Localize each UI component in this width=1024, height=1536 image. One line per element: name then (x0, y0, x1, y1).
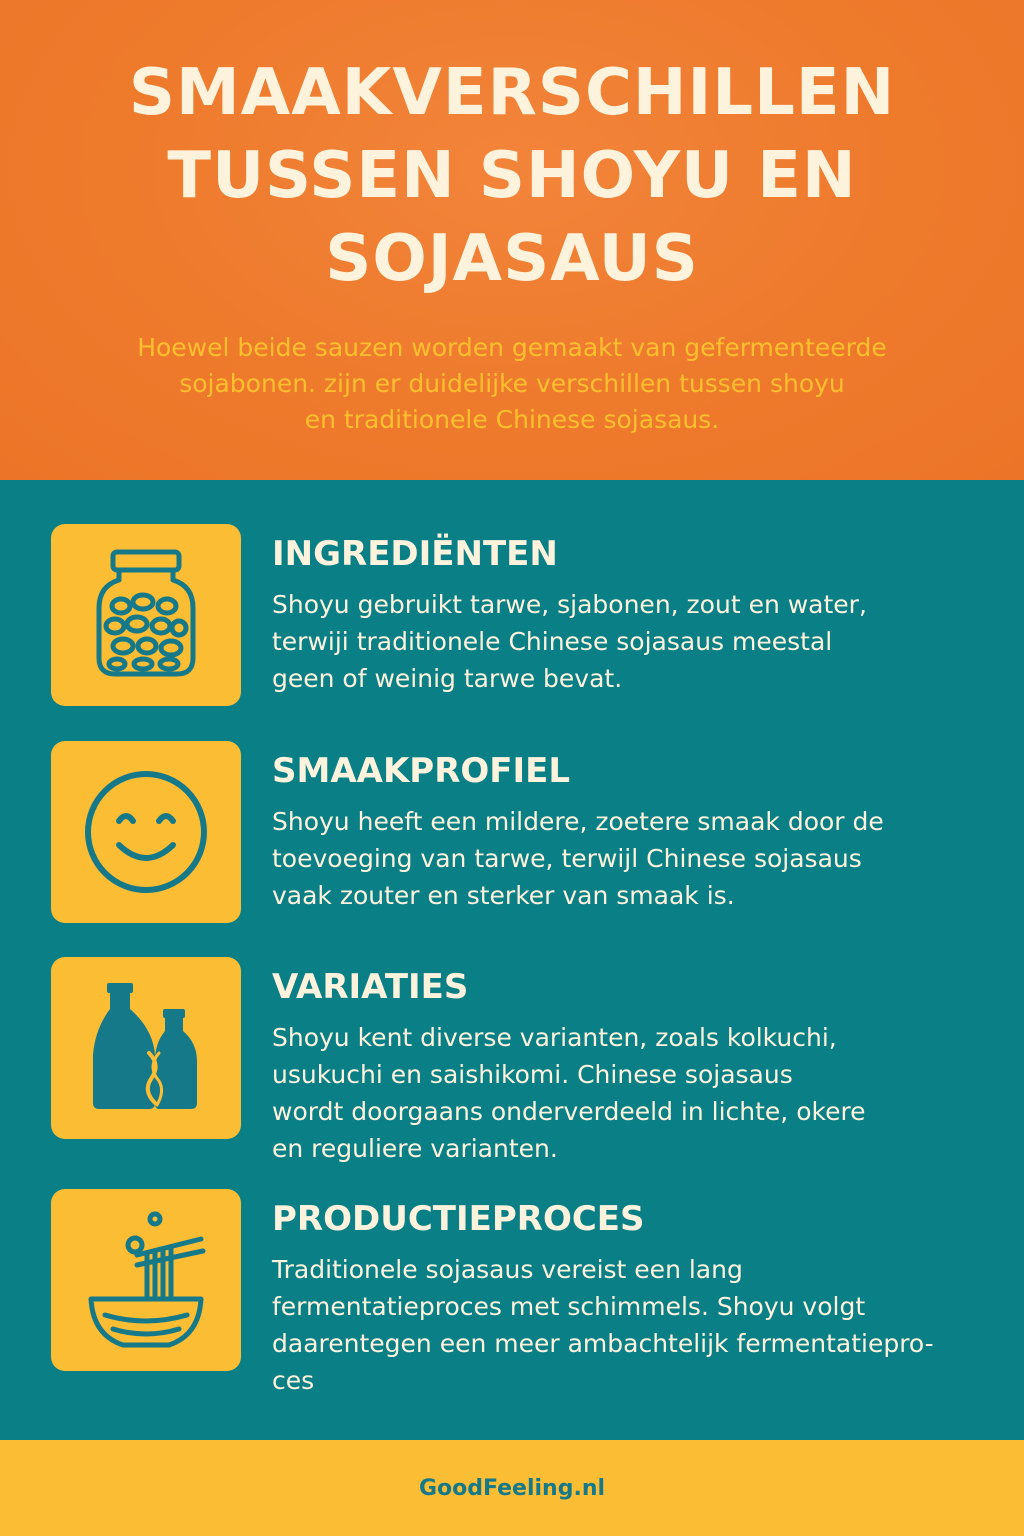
text-line: Shoyu heeft een mildere, zoetere smaak door de (272, 807, 884, 836)
header-banner (0, 0, 1024, 480)
icon-tile (51, 1189, 241, 1371)
text-line: Traditionele sojasaus vereist een lang (272, 1255, 743, 1284)
text-line: wordt doorgaans onderverdeeld in lichte, okere (272, 1097, 866, 1126)
text-line: Shoyu kent diverse varianten, zoals kolkuchi, (272, 1023, 837, 1052)
footer-bar (0, 1440, 1024, 1536)
section-title: PRODUCTIEPROCES (272, 1199, 645, 1239)
content-area (0, 480, 1024, 1440)
jar-icon (51, 524, 241, 706)
section-title: INGREDIËNTEN (272, 534, 558, 574)
section-text (272, 1251, 1002, 1399)
brand-link[interactable]: GoodFeeling.nl (418, 1476, 606, 1501)
noodle-bowl-icon (51, 1189, 241, 1371)
title-line: TUSSEN SHOYU EN (167, 139, 857, 213)
bottles-icon (51, 957, 241, 1139)
section-smaakprofiel (0, 741, 1024, 923)
title-line: SOJASAUS (325, 222, 699, 296)
text-line: usukuchi en saishikomi. Chinese sojasaus (272, 1060, 793, 1089)
section-text (272, 586, 1002, 697)
text-line: Shoyu gebruikt tarwe, sjabonen, zout en water, (272, 590, 867, 619)
intro-line: en traditionele Chinese sojasaus. (304, 405, 720, 434)
section-ingredienten (0, 524, 1024, 706)
intro-line: Hoewel beide sauzen worden gemaakt van gefermenteerde (137, 333, 887, 362)
section-productieproces (0, 1189, 1024, 1395)
text-line: fermentatieproces met schimmels. Shoyu volgt (272, 1292, 866, 1321)
icon-tile (51, 524, 241, 706)
intro-line: sojabonen. zijn er duidelijke verschillen tussen shoyu (179, 369, 845, 398)
icon-tile (51, 741, 241, 923)
text-line: terwiji traditionele Chinese sojasaus meestal (272, 627, 833, 656)
intro-text (60, 330, 964, 438)
section-title: VARIATIES (272, 967, 469, 1007)
text-line: ces (272, 1366, 315, 1395)
section-title: SMAAKPROFIEL (272, 751, 571, 791)
section-text (272, 1019, 1002, 1167)
text-line: en reguliere varianten. (272, 1134, 558, 1163)
section-text (272, 803, 1002, 914)
icon-tile (51, 957, 241, 1139)
page-title (40, 52, 984, 301)
section-variaties (0, 957, 1024, 1163)
title-line: SMAAKVERSCHILLEN (128, 56, 896, 130)
text-line: daarentegen een meer ambachtelijk fermentatiepro- (272, 1329, 934, 1358)
text-line: geen of weinig tarwe bevat. (272, 664, 623, 693)
text-line: toevoeging van tarwe, terwijl Chinese sojasaus (272, 844, 862, 873)
text-line: vaak zouter en sterker van smaak is. (272, 881, 735, 910)
smiley-icon (51, 741, 241, 923)
